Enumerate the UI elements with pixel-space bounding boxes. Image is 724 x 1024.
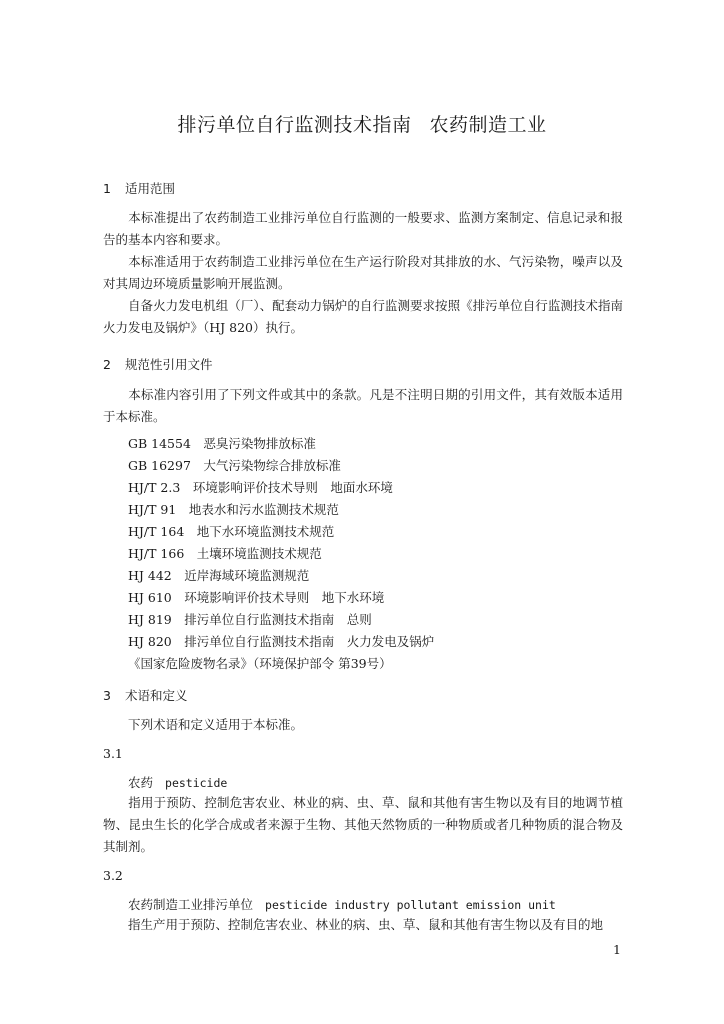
section-3-heading: 3 术语和定义 [103,688,188,703]
title-sub: 农药制造工业 [429,114,547,136]
reference-item: 《国家危险废物名录》（环境保护部令 第39号） [128,656,392,671]
reference-item: HJ/T 2.3 环境影响评价技术导则 地面水环境 [128,480,393,495]
reference-item: GB 14554 恶臭污染物排放标准 [128,436,316,451]
section-1-paragraph-3: 自备火力发电机组（厂）、配套动力锅炉的自行监测要求按照《排污单位自行监测技术指南 火力发电及锅炉》（HJ 820）执行。 [103,298,636,335]
section-2-paragraph-1: 本标准内容引用了下列文件或其中的条款。凡是不注明日期的引用文件，其有效版本适用于本标准。 [103,387,623,424]
document-title [0,110,724,137]
reference-item: HJ 610 环境影响评价技术导则 地下水环境 [128,590,385,605]
reference-item: HJ/T 164 地下水环境监测技术规范 [128,524,335,539]
reference-item: HJ 820 排污单位自行监测技术指南 火力发电及锅炉 [128,634,435,649]
title-main: 排污单位自行监测技术指南 [177,114,412,136]
reference-item: HJ 819 排污单位自行监测技术指南 总则 [128,612,372,627]
term-2-number: 3.2 [103,868,123,883]
page-number: 1 [613,942,621,957]
reference-item: HJ/T 166 土壤环境监测技术规范 [128,546,322,561]
reference-item: HJ/T 91 地表水和污水监测技术规范 [128,502,339,517]
section-2-heading: 2 规范性引用文件 [103,357,213,372]
term-2-title: 农药制造工业排污单位 pesticide industry pollutant emission unit [128,897,556,912]
term-2-definition: 指生产用于预防、控制危害农业、林业的病、虫、草、鼠和其他有害生物以及有目的地 [128,917,604,932]
section-3-paragraph-1: 下列术语和定义适用于本标准。 [128,717,304,732]
term-1-title: 农药 pesticide [128,775,228,790]
reference-item: HJ 442 近岸海域环境监测规范 [128,568,310,583]
term-1-definition: 指用于预防、控制危害农业、林业的病、虫、草、鼠和其他有害生物以及有目的地调节植物、昆虫生长的化学合成或者来源于生物、其他天然物质的一种物质或者几种物质的混合物及其制剂。 [103,795,623,854]
section-1-paragraph-2: 本标准适用于农药制造工业排污单位在生产运行阶段对其排放的水、气污染物，噪声以及对其周边环境质量影响开展监测。 [103,254,623,291]
reference-item: GB 16297 大气污染物综合排放标准 [128,458,341,473]
section-1-heading: 1 适用范围 [103,181,176,196]
term-1-number: 3.1 [103,746,123,761]
section-1-paragraph-1: 本标准提出了农药制造工业排污单位自行监测的一般要求、监测方案制定、信息记录和报告的基本内容和要求。 [103,210,623,247]
